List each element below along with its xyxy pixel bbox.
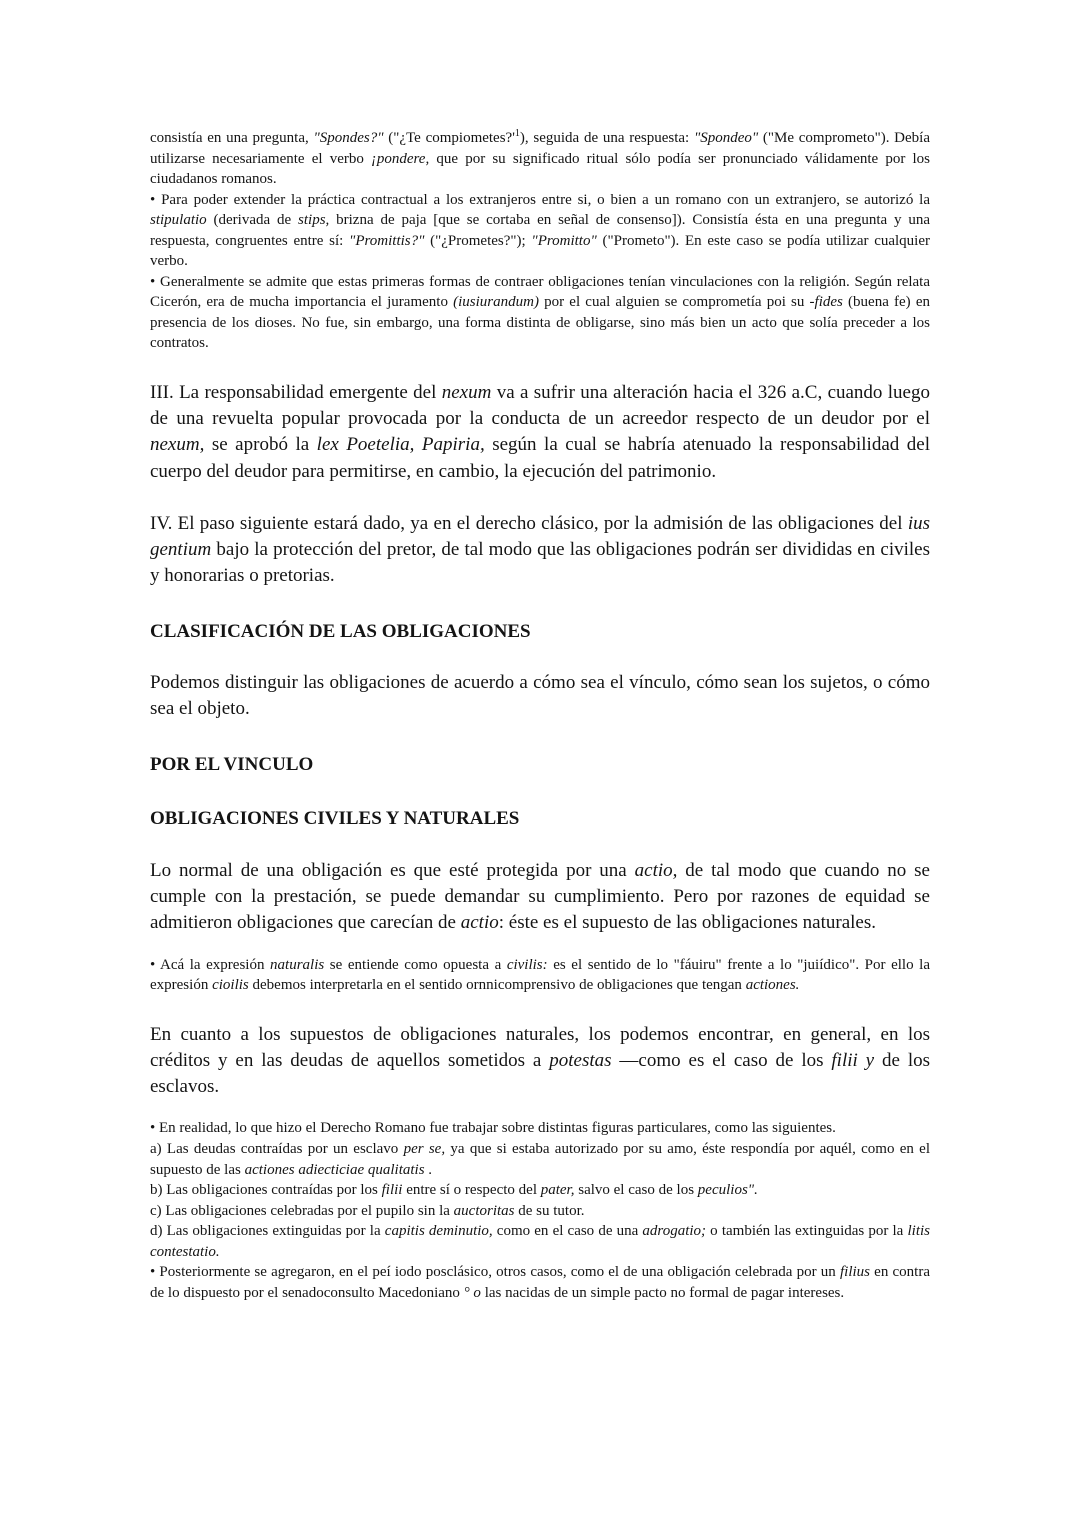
text-run: que por su significado ritual sólo podía ser pronunciado válidamente por los ciudadanos romanos. xyxy=(150,150,930,188)
text-run: ), seguida de una respuesta: xyxy=(519,130,694,146)
text-run: c) Las obligaciones celebradas por el pupilo sin la xyxy=(150,1202,454,1219)
italic-text-run: auctoritas xyxy=(453,1202,515,1219)
italic-text-run: nexum xyxy=(441,382,492,404)
italic-text-run: "Spondes?" xyxy=(313,130,384,146)
text-run: a) Las deudas contraídas por un esclavo xyxy=(150,1141,404,1157)
italic-text-run: ¡pondere, xyxy=(371,150,430,167)
text-run: ("Prometo"). En este caso se podía utilizar cualquier verbo. xyxy=(150,232,931,270)
text-run: salvo el caso de los xyxy=(574,1182,698,1199)
paragraph xyxy=(150,1201,930,1222)
text-run: es el sentido de lo "fáuiru" frente a lo "juiídico". Por ello la expresión xyxy=(150,956,930,994)
paragraph xyxy=(150,128,930,190)
text-run: IV. El paso siguiente estará dado, ya en el derecho clásico, por la admisión de las obligaciones del xyxy=(150,512,908,534)
text-run: consistía en una pregunta, xyxy=(150,130,314,146)
italic-text-run: stips, xyxy=(298,212,330,229)
italic-text-run: filii y xyxy=(831,1050,875,1072)
document-content xyxy=(150,128,930,1303)
text-run: Lo normal de una obligación es que esté protegida por una xyxy=(150,860,635,882)
text-run: se aprobó la xyxy=(204,434,317,456)
text-run: se entiende como opuesta a xyxy=(324,956,507,973)
italic-text-run: civilis: xyxy=(506,956,548,973)
paragraph xyxy=(150,511,930,590)
text-run: • Acá la expresión xyxy=(150,956,271,973)
text-run: ya que si estaba autorizado por su amo, éste respondía por aquél, como en el supuesto de las xyxy=(150,1141,931,1178)
paragraph xyxy=(150,858,930,937)
bullet-paragraph xyxy=(150,272,930,354)
bullet-paragraph xyxy=(150,1262,930,1303)
italic-text-run: "Promitto" xyxy=(531,232,597,249)
text-run: o también las extinguidas por la xyxy=(706,1223,908,1240)
text-run: debemos interpretarla en el sentido ornnicomprensivo de obligaciones que tengan xyxy=(248,977,746,994)
italic-text-run: cioilis xyxy=(212,977,249,994)
text-run: III. La responsabilidad emergente del xyxy=(150,382,442,404)
section-heading xyxy=(150,753,930,778)
bullet-paragraph xyxy=(150,190,930,272)
italic-text-run: filius xyxy=(839,1264,870,1281)
italic-text-run: litis contestatio. xyxy=(150,1223,930,1260)
text-run: en contra de lo dispuesto por el senadoconsulto Macedoniano xyxy=(150,1264,931,1301)
italic-text-run: "Spondeo" xyxy=(693,130,759,146)
paragraph xyxy=(150,670,930,722)
text-run: de su tutor. xyxy=(514,1202,585,1219)
text-run: En cuanto a los supuestos de obligaciones naturales, los podemos encontrar, en general, en los créditos y en las deudas de aquellos sometidos a xyxy=(150,1023,930,1072)
italic-text-run: actio xyxy=(460,912,499,934)
text-run: brizna de paja [que se cortaba en señal de consenso]). Consistía ésta en una pregunta y una respuesta, congruentes entre sí: xyxy=(150,212,930,249)
italic-text-run: ° o xyxy=(463,1284,481,1301)
italic-text-run: capitis deminutio, xyxy=(384,1223,493,1240)
text-run: ("Me comprometo"). Debía utilizarse necesariamente el verbo xyxy=(150,130,931,167)
text-run: ("¿Prometes?"); xyxy=(424,232,532,249)
section-heading xyxy=(150,620,930,645)
text-run: OBLIGACIONES CIVILES Y NATURALES xyxy=(150,808,520,830)
text-run: de los esclavos. xyxy=(150,1050,931,1098)
italic-text-run: actiones adiecticiae qualitatis xyxy=(244,1161,425,1178)
text-run: d) Las obligaciones extinguidas por la xyxy=(150,1223,385,1240)
italic-text-run: stipulatio xyxy=(150,212,207,229)
italic-text-run: pater, xyxy=(540,1182,575,1199)
text-run: . xyxy=(424,1161,433,1178)
italic-text-run: lex Poetelia, Papiria, xyxy=(316,434,485,456)
paragraph xyxy=(150,380,930,485)
italic-text-run: naturalis xyxy=(270,956,325,973)
italic-text-run: nexum, xyxy=(150,434,205,456)
italic-text-run: ius gentium xyxy=(150,512,930,561)
text-run: las nacidas de un simple pacto no formal de pagar intereses. xyxy=(480,1284,845,1301)
text-run: CLASIFICACIÓN DE LAS OBLIGACIONES xyxy=(150,620,531,642)
italic-text-run: (iusiurandum) xyxy=(453,294,539,311)
text-run: según la cual se habría atenuado la responsabilidad del cuerpo del deudor para permitirse, en cambio, la ejecución del patrimonio. xyxy=(150,434,930,482)
text-run: POR EL VINCULO xyxy=(150,753,314,775)
paragraph xyxy=(150,1022,930,1101)
bullet-paragraph xyxy=(150,955,930,996)
text-run: • Para poder extender la práctica contractual a los extranjeros entre si, o bien a un romano con un extranjero, se autorizó la xyxy=(150,191,930,208)
text-run: (buena fe) en presencia de los dioses. No fue, sin embargo, una forma distinta de obligarse, sino más bien un acto que solía preceder a los contratos. xyxy=(150,294,931,352)
bullet-paragraph xyxy=(150,1118,930,1139)
paragraph xyxy=(150,1139,930,1180)
text-run: 1 xyxy=(514,128,520,139)
italic-text-run: adrogatio; xyxy=(642,1223,707,1240)
italic-text-run: actio, xyxy=(634,860,678,882)
text-run: (derivada de xyxy=(206,212,299,229)
paragraph xyxy=(150,1180,930,1201)
text-run: • En realidad, lo que hizo el Derecho Romano fue trabajar sobre distintas figuras particulares, como las siguientes. xyxy=(150,1120,836,1137)
text-run: como en el caso de una xyxy=(492,1223,643,1240)
italic-text-run: filii xyxy=(381,1182,403,1199)
text-run: —como es el caso de los xyxy=(611,1050,832,1072)
italic-text-run: per se, xyxy=(403,1141,446,1157)
text-run: por el cual alguien se comprometía poi su - xyxy=(538,294,815,311)
paragraph xyxy=(150,1221,930,1262)
italic-text-run: actiones. xyxy=(745,977,800,994)
italic-text-run: "Promittis?" xyxy=(349,232,425,249)
text-run: va a sufrir una alteración hacia el 326 a.C, cuando luego de una revuelta popular provocada por la conducta de un acreedor respecto de un deudor por el xyxy=(150,382,930,430)
text-run: : éste es el supuesto de las obligaciones naturales. xyxy=(498,912,876,934)
italic-text-run: peculios". xyxy=(697,1182,758,1199)
text-run: ("¿Te compiometes?' xyxy=(383,130,515,146)
text-run: b) Las obligaciones contraídas por los xyxy=(150,1182,382,1199)
text-run: entre sí o respecto del xyxy=(402,1182,541,1199)
text-run: • Posteriormente se agregaron, en el peí iodo posclásico, otros casos, como el de una obligación celebrada por un xyxy=(150,1264,840,1281)
text-run: Podemos distinguir las obligaciones de acuerdo a cómo sea el vínculo, cómo sean los sujetos, o cómo sea el objeto. xyxy=(150,672,930,720)
italic-text-run: fides xyxy=(814,294,843,311)
text-run: • Generalmente se admite que estas primeras formas de contraer obligaciones tenían vinculaciones con la religión. Según relata Cicerón, era de mucha importancia el juramento xyxy=(150,273,930,311)
text-run: bajo la protección del pretor, de tal modo que las obligaciones podrán ser divididas en civiles y honorarias o pretorias. xyxy=(150,539,930,587)
italic-text-run: potestas xyxy=(549,1050,612,1072)
section-heading xyxy=(150,807,930,832)
text-run: de tal modo que cuando no se cumple con la prestación, se puede demandar su cumplimiento. Pero por razones de equidad se admitieron obligaciones que carecían de xyxy=(150,860,930,934)
